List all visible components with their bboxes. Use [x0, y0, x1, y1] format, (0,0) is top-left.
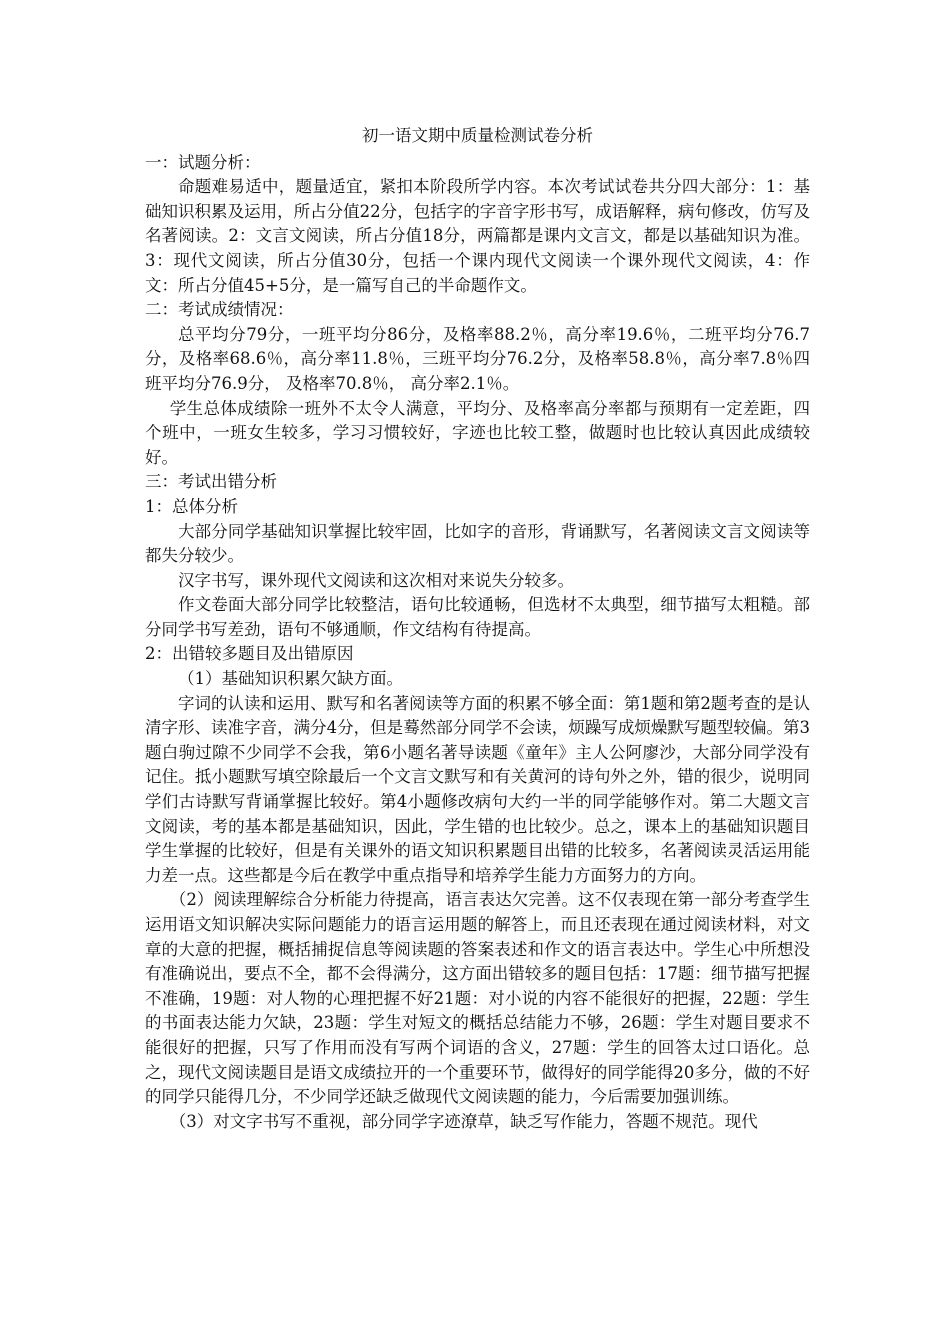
section-3-item-1: （1）基础知识积累欠缺方面。 — [178, 669, 403, 689]
section-3-paragraph-3: 作文卷面大部分同学比较整洁，语句比较通畅，但选材不太典型，细节描写太粗糙。部分同学书写差劲，语句不够通顺，作文结构有待提高。 — [145, 595, 810, 639]
section-2-summary-paragraph: 学生总体成绩除一班外不太令人满意，平均分、及格率高分率都与预期有一定差距，四个班中，一班女生较多，学习习惯较好，字迹也比较工整，做题时也比较认真因此成绩较好。 — [145, 398, 810, 467]
section-2-heading: 二：考试成绩情况： — [145, 300, 294, 320]
section-3-paragraph-4: 字词的认读和运用、默写和名著阅读等方面的积累不够全面：第1题和第2题考查的是认清字形、读准字音，满分4分，但是蓦然部分同学不会读，烦躁写成烦燥默写题型较偏。第3题白驹过隙不少同学不会我，第6小题名著导读题《童年》主人公阿廖沙，大部分同学没有记住。抵小题默写填空除最后一个文言文默写和有关黄河的诗句外之外，错的很少，说明同学们古诗默写背诵掌握比较好。第4小题修改病句大约一半的同学能够作对。第二大题文言文阅读，考的基本都是基础知识，因此，学生错的也比较少。总之，课本上的基础知识题目学生掌握的比较好，但是有关课外的语文知识积累题目出错的比较多，名著阅读灵活运用能力差一点。这些都是今后在教学中重点指导和培养学生能力方面努力的方向。 — [145, 693, 810, 885]
section-3-paragraph-6: （3）对文字书写不重视，部分同学字迹潦草，缺乏写作能力，答题不规范。现代 — [169, 1111, 758, 1131]
section-3-paragraph-1: 大部分同学基础知识掌握比较牢固，比如字的音形，背诵默写，名著阅读文言文阅读等都失分较少。 — [145, 521, 810, 566]
section-1-heading: 一：试题分析： — [145, 152, 261, 172]
section-3-paragraph-5: （2）阅读理解综合分析能力待提高，语言表达欠完善。这不仅表现在第一部分考查学生运用语文知识解决实际问题能力的语言运用题的解答上，而且还表现在通过阅读材料，对文章的大意的把握，概括捕捉信息等阅读题的答案表述和作文的语言表达中。学生心中所想没有准确说出，要点不全，都不会得满分，这方面出错较多的题目包括：17题：细节描写把握不准确，19题：对人物的心理把握不好21题：对小说的内容不能很好的把握，22题：学生的书面表达能力欠缺，23题：学生对短文的概括总结能力不够，26题：学生对题目要求不能很好的把握，只写了作用而没有写两个词语的含义，27题：学生的回答太过口语化。总之，现代文阅读题目是语文成绩拉开的一个重要环节，做得好的同学能得20多分，做的不好的同学只能得几分，不少同学还缺乏做现代文阅读题的能力，今后需要加强训练。 — [145, 890, 810, 1107]
document-title: 初一语文期中质量检测试卷分析 — [362, 126, 593, 145]
document-page — [145, 124, 810, 1134]
section-3-paragraph-2: 汉字书写，课外现代文阅读和这次相对来说失分较多。 — [178, 570, 574, 590]
section-3-heading: 三：考试出错分析 — [145, 472, 277, 492]
section-3-subheading-1: 1：总体分析 — [145, 496, 238, 516]
section-2-scores-paragraph: 总平均分79分，一班平均分86分，及格率88.2％，高分率19.6％，二班平均分76.7分，及格率68.6％，高分率11.8％，三班平均分76.2分，及格率58.8％，高分率7.8％四班平均分76.9分， 及格率70.8％， 高分率2.1％。 — [145, 324, 810, 393]
section-3-subheading-2: 2：出错较多题目及出错原因 — [145, 644, 354, 664]
section-1-paragraph: 命题难易适中，题量适宜，紧扣本阶段所学内容。本次考试试卷共分四大部分：1：基础知识积累及运用，所占分值22分，包括字的字音字形书写，成语解释，病句修改，仿写及名著阅读。2：文言文阅读，所占分值18分，两篇都是课内文言文，都是以基础知识为准。3：现代文阅读，所占分值30分，包括一个课内现代文阅读一个课外现代文阅读，4：作文：所占分值45+5分，是一篇写自己的半命题作文。 — [145, 177, 810, 295]
